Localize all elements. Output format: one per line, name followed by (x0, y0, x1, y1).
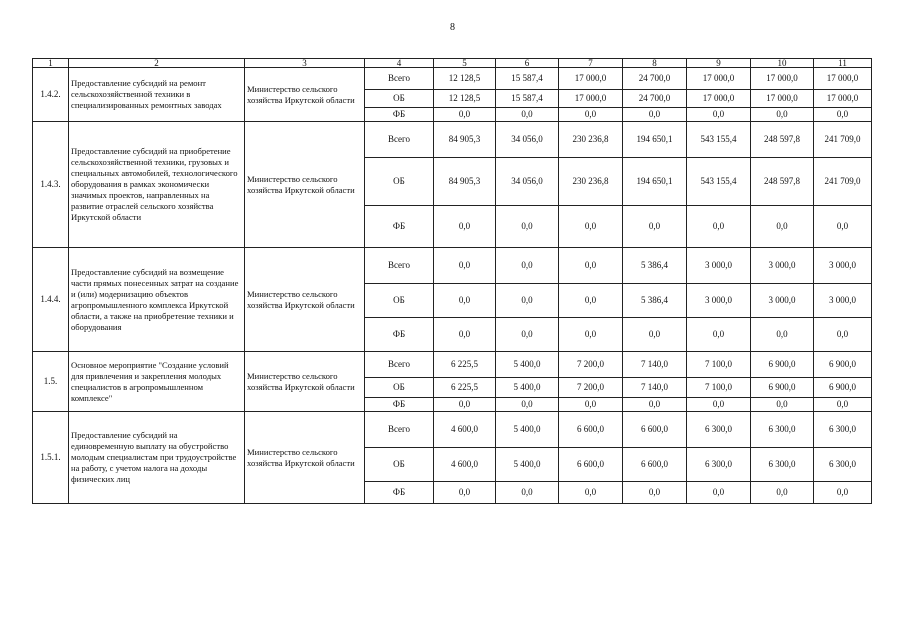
value-cell: 248 597,8 (751, 158, 814, 206)
value-cell: 6 600,0 (623, 412, 687, 448)
table-row (33, 68, 872, 90)
value-cell: 12 128,5 (434, 68, 496, 90)
funding-source: ОБ (365, 378, 434, 398)
funding-source: ФБ (365, 318, 434, 352)
value-cell: 0,0 (559, 108, 623, 122)
row-index: 1.5.1. (33, 412, 69, 504)
value-cell: 12 128,5 (434, 90, 496, 108)
value-cell: 6 225,5 (434, 352, 496, 378)
funding-source: ОБ (365, 90, 434, 108)
value-cell: 248 597,8 (751, 122, 814, 158)
value-cell: 0,0 (496, 398, 559, 412)
column-header: 4 (365, 59, 434, 68)
value-cell: 0,0 (623, 318, 687, 352)
value-cell: 230 236,8 (559, 122, 623, 158)
row-index: 1.4.3. (33, 122, 69, 248)
value-cell: 17 000,0 (814, 68, 872, 90)
responsible-org: Министерство сельского хозяйства Иркутской области (245, 248, 365, 352)
funding-source: ОБ (365, 158, 434, 206)
funding-source: Всего (365, 352, 434, 378)
value-cell: 6 600,0 (559, 412, 623, 448)
value-cell: 6 900,0 (814, 352, 872, 378)
value-cell: 0,0 (559, 284, 623, 318)
measure-name: Предоставление субсидий на приобретение сельскохозяйственной техники, грузовых и специальных автомобилей, технологического оборудования в рамках экономически значимых проектов, направленных на развитие отраслей сельского хозяйства Иркутской области (69, 122, 245, 248)
value-cell: 7 200,0 (559, 352, 623, 378)
funding-source: ФБ (365, 482, 434, 504)
value-cell: 0,0 (434, 248, 496, 284)
value-cell: 3 000,0 (814, 248, 872, 284)
value-cell: 84 905,3 (434, 158, 496, 206)
value-cell: 0,0 (496, 318, 559, 352)
table-row (33, 248, 872, 284)
funding-source: ОБ (365, 448, 434, 482)
responsible-org: Министерство сельского хозяйства Иркутской области (245, 68, 365, 122)
table-row (33, 122, 872, 158)
value-cell: 0,0 (751, 482, 814, 504)
value-cell: 6 300,0 (687, 448, 751, 482)
value-cell: 5 400,0 (496, 378, 559, 398)
page-number: 8 (450, 22, 455, 33)
value-cell: 0,0 (559, 398, 623, 412)
value-cell: 0,0 (559, 206, 623, 248)
value-cell: 17 000,0 (559, 68, 623, 90)
funding-source: ФБ (365, 108, 434, 122)
value-cell: 0,0 (496, 206, 559, 248)
value-cell: 0,0 (434, 318, 496, 352)
value-cell: 0,0 (434, 482, 496, 504)
value-cell: 0,0 (623, 206, 687, 248)
value-cell: 0,0 (559, 248, 623, 284)
value-cell: 0,0 (687, 482, 751, 504)
value-cell: 0,0 (687, 318, 751, 352)
value-cell: 5 400,0 (496, 352, 559, 378)
value-cell: 4 600,0 (434, 412, 496, 448)
measure-name: Предоставление субсидий на единовременную выплату на обустройство молодым специалистам при трудоустройстве на работу, с учетом налога на доходы физических лиц (69, 412, 245, 504)
value-cell: 7 100,0 (687, 378, 751, 398)
funding-source: Всего (365, 68, 434, 90)
value-cell: 17 000,0 (751, 68, 814, 90)
column-header: 9 (687, 59, 751, 68)
value-cell: 34 056,0 (496, 158, 559, 206)
value-cell: 6 300,0 (751, 412, 814, 448)
value-cell: 0,0 (623, 482, 687, 504)
value-cell: 6 600,0 (559, 448, 623, 482)
column-header: 5 (434, 59, 496, 68)
value-cell: 241 709,0 (814, 122, 872, 158)
value-cell: 6 600,0 (623, 448, 687, 482)
value-cell: 0,0 (559, 482, 623, 504)
value-cell: 3 000,0 (687, 284, 751, 318)
value-cell: 0,0 (496, 284, 559, 318)
value-cell: 6 300,0 (751, 448, 814, 482)
responsible-org: Министерство сельского хозяйства Иркутской области (245, 352, 365, 412)
funding-source: Всего (365, 248, 434, 284)
value-cell: 0,0 (751, 398, 814, 412)
value-cell: 3 000,0 (751, 248, 814, 284)
value-cell: 5 400,0 (496, 412, 559, 448)
value-cell: 0,0 (751, 108, 814, 122)
value-cell: 7 200,0 (559, 378, 623, 398)
value-cell: 0,0 (496, 248, 559, 284)
value-cell: 17 000,0 (814, 90, 872, 108)
column-header: 1 (33, 59, 69, 68)
column-header: 7 (559, 59, 623, 68)
value-cell: 17 000,0 (751, 90, 814, 108)
column-header: 2 (69, 59, 245, 68)
value-cell: 0,0 (814, 318, 872, 352)
value-cell: 194 650,1 (623, 158, 687, 206)
table-row (33, 352, 872, 378)
value-cell: 7 140,0 (623, 352, 687, 378)
funding-source: Всего (365, 122, 434, 158)
value-cell: 3 000,0 (687, 248, 751, 284)
value-cell: 6 900,0 (814, 378, 872, 398)
value-cell: 543 155,4 (687, 122, 751, 158)
value-cell: 17 000,0 (559, 90, 623, 108)
value-cell: 5 386,4 (623, 284, 687, 318)
value-cell: 0,0 (687, 206, 751, 248)
value-cell: 0,0 (623, 398, 687, 412)
value-cell: 3 000,0 (814, 284, 872, 318)
value-cell: 6 300,0 (814, 448, 872, 482)
value-cell: 0,0 (623, 108, 687, 122)
value-cell: 6 300,0 (687, 412, 751, 448)
value-cell: 0,0 (687, 398, 751, 412)
table-row (33, 412, 872, 448)
row-index: 1.5. (33, 352, 69, 412)
value-cell: 24 700,0 (623, 68, 687, 90)
measure-name: Предоставление субсидий на ремонт сельскохозяйственной техники в специализированных ремонтных заводах (69, 68, 245, 122)
responsible-org: Министерство сельского хозяйства Иркутской области (245, 412, 365, 504)
value-cell: 7 100,0 (687, 352, 751, 378)
value-cell: 7 140,0 (623, 378, 687, 398)
row-index: 1.4.2. (33, 68, 69, 122)
value-cell: 0,0 (496, 108, 559, 122)
funding-source: ФБ (365, 206, 434, 248)
value-cell: 0,0 (496, 482, 559, 504)
value-cell: 0,0 (434, 284, 496, 318)
value-cell: 17 000,0 (687, 90, 751, 108)
budget-table (32, 58, 872, 504)
value-cell: 0,0 (751, 318, 814, 352)
measure-name: Основное мероприятие "Создание условий для привлечения и закрепления молодых специалистов в агропромышленном комплексе" (69, 352, 245, 412)
value-cell: 17 000,0 (687, 68, 751, 90)
measure-name: Предоставление субсидий на возмещение части прямых понесенных затрат на создание и (или) модернизацию объектов агропромышленного комплекса Иркутской области, а также на приобретение техники и оборудования (69, 248, 245, 352)
funding-source: ОБ (365, 284, 434, 318)
value-cell: 0,0 (434, 108, 496, 122)
value-cell: 0,0 (687, 108, 751, 122)
column-header: 3 (245, 59, 365, 68)
column-header: 10 (751, 59, 814, 68)
value-cell: 34 056,0 (496, 122, 559, 158)
value-cell: 84 905,3 (434, 122, 496, 158)
value-cell: 5 400,0 (496, 448, 559, 482)
value-cell: 6 225,5 (434, 378, 496, 398)
value-cell: 15 587,4 (496, 90, 559, 108)
value-cell: 0,0 (434, 206, 496, 248)
value-cell: 0,0 (814, 206, 872, 248)
value-cell: 0,0 (814, 398, 872, 412)
value-cell: 0,0 (434, 398, 496, 412)
value-cell: 4 600,0 (434, 448, 496, 482)
column-header: 6 (496, 59, 559, 68)
value-cell: 15 587,4 (496, 68, 559, 90)
value-cell: 3 000,0 (751, 284, 814, 318)
value-cell: 6 300,0 (814, 412, 872, 448)
value-cell: 0,0 (751, 206, 814, 248)
value-cell: 0,0 (559, 318, 623, 352)
column-header: 11 (814, 59, 872, 68)
value-cell: 543 155,4 (687, 158, 751, 206)
funding-source: ФБ (365, 398, 434, 412)
value-cell: 194 650,1 (623, 122, 687, 158)
row-index: 1.4.4. (33, 248, 69, 352)
column-header: 8 (623, 59, 687, 68)
value-cell: 0,0 (814, 108, 872, 122)
responsible-org: Министерство сельского хозяйства Иркутской области (245, 122, 365, 248)
header-row (33, 59, 872, 68)
value-cell: 241 709,0 (814, 158, 872, 206)
value-cell: 0,0 (814, 482, 872, 504)
value-cell: 230 236,8 (559, 158, 623, 206)
value-cell: 5 386,4 (623, 248, 687, 284)
value-cell: 24 700,0 (623, 90, 687, 108)
value-cell: 6 900,0 (751, 378, 814, 398)
value-cell: 6 900,0 (751, 352, 814, 378)
funding-source: Всего (365, 412, 434, 448)
